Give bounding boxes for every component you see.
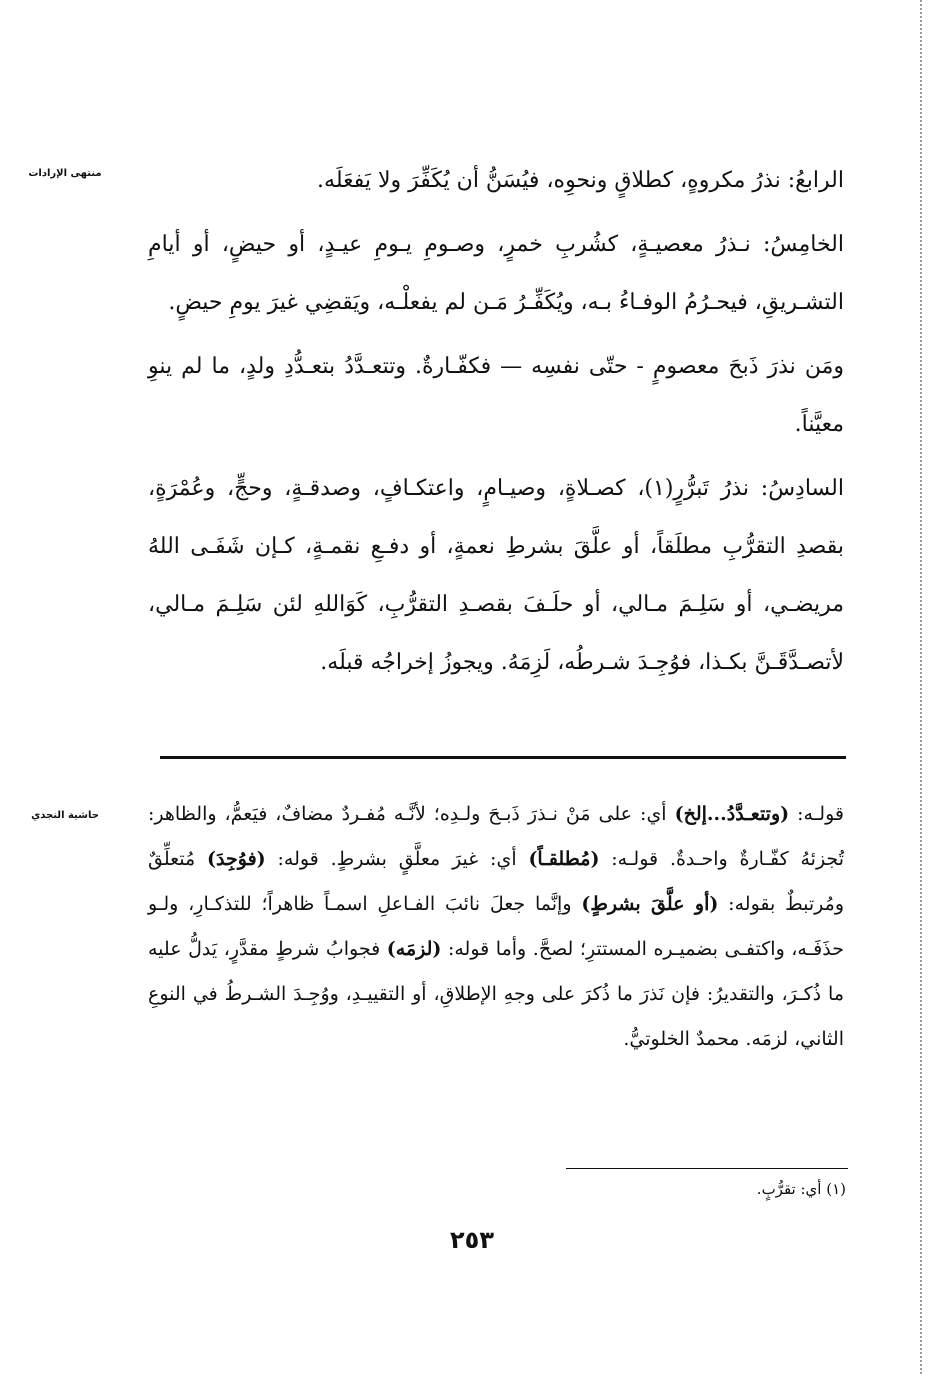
commentary-text-run: قولـه: xyxy=(789,803,844,825)
side-label-commentary: حاشية النجدي xyxy=(31,810,99,821)
commentary-lemma: (وتتعـدَّدُ...إلخ) xyxy=(674,803,790,825)
main-paragraph-5: الخامِسُ: نـذرُ معصيـةٍ، كشُربِ خمرٍ، وصـومِ يـومِ عيـدٍ، أو حيضٍ، أو أيامِ التشـريقِ، فيحـرُمُ الوفـاءُ بـه، ويُكَفِّـرُ مَـن لم يفعلْـه، ويَقضِي غيرَ يومِ حيضٍ. xyxy=(148,232,844,315)
footnote: (١) أي: تقرُّبٍ. xyxy=(756,1180,846,1198)
commentary-text-run: فجوابُ شرطٍ مقدَّرٍ، يَدلُّ عليه ما ذُكـرَ، والتقديرُ: فإن نَذرَ ما ذُكرَ على وجهِ الإطلاقِ، أو التقييـدِ، ووُجِـدَ الشـرطُ في النوعِ الثاني، لزمَه. محمدٌ الخلوتيُّ. xyxy=(148,938,844,1050)
main-paragraph-4: الرابعُ: نذرُ مكروهٍ، كطلاقٍ ونحوِه، فيُسَنُّ أن يُكَفِّرَ ولا يَفعَلَه. xyxy=(317,168,844,193)
section-divider xyxy=(160,756,846,759)
main-text xyxy=(148,152,844,692)
commentary-lemma: (مُطلقـاً) xyxy=(528,848,600,870)
side-label-main-text: منتهى الإرادات xyxy=(28,168,102,179)
main-paragraph-slaughter: ومَن نذرَ ذَبحَ معصومٍ - حتّى نفسِه — فكفّـارةٌ. وتتعـدَّدُ بتعـدُّدِ ولدٍ، ما لم ينوِ معيَّناً. xyxy=(148,354,844,437)
page-number: ٢٥٣ xyxy=(450,1226,494,1254)
commentary-text xyxy=(148,792,844,1062)
commentary-text-run: وإنَّما جعلَ نائبَ الفـاعلِ اسمـاً ظاهراً؛ للتذكـارِ، ولـو حذَفَـه، واكتفـى بضميـره المستترِ؛ لصحَّ. وأما قوله: xyxy=(148,893,844,960)
commentary-text-run: أي: على مَنْ نـذرَ ذَبـحَ ولـدِه؛ لأنَّـه مُفـردٌ مضافٌ، فيَعمُّ، والظاهر: تُجزئهُ كفّـارةٌ واحـدةٌ. قولـه: xyxy=(148,803,844,870)
main-paragraph-6: السادِسُ: نذرُ تَبرُّرٍ(١)، كصـلاةٍ، وصيـامٍ، واعتكـافٍ، وصدقـةٍ، وحجٍّ، وعُمْرَةٍ، بقصدِ التقرُّبِ مطلَقاً، أو علَّقَ بشرطِ نعمةٍ، أو دفـعِ نقمـةٍ، كـإن شَفَـى اللهُ مريضـي، أو سَلِـمَ مـالي، أو حلَـفَ بقصـدِ التقرُّبِ، كَوَاللهِ لئن سَلِـمَ مـالي، لأتصـدَّقَـنَّ بكـذا، فوُجِـدَ شـرطُه، لَزِمَهُ. ويجوزُ إخراجُه قبلَه. xyxy=(148,476,844,675)
commentary-text-run: مُتعلِّقٌ ومُرتبطٌ بقوله: xyxy=(148,848,844,915)
commentary-lemma: (أو علَّقَ بشرطٍ) xyxy=(581,893,719,915)
binding-margin-rule xyxy=(920,0,922,1374)
commentary-lemma: (لزمَه) xyxy=(386,938,442,960)
commentary-lemma: (فوُجِدَ) xyxy=(207,848,266,870)
commentary-paragraph xyxy=(148,792,844,1062)
commentary-text-run: أي: غيرَ معلَّقٍ بشرطٍ. قوله: xyxy=(265,848,529,870)
footnote-divider xyxy=(566,1168,848,1169)
